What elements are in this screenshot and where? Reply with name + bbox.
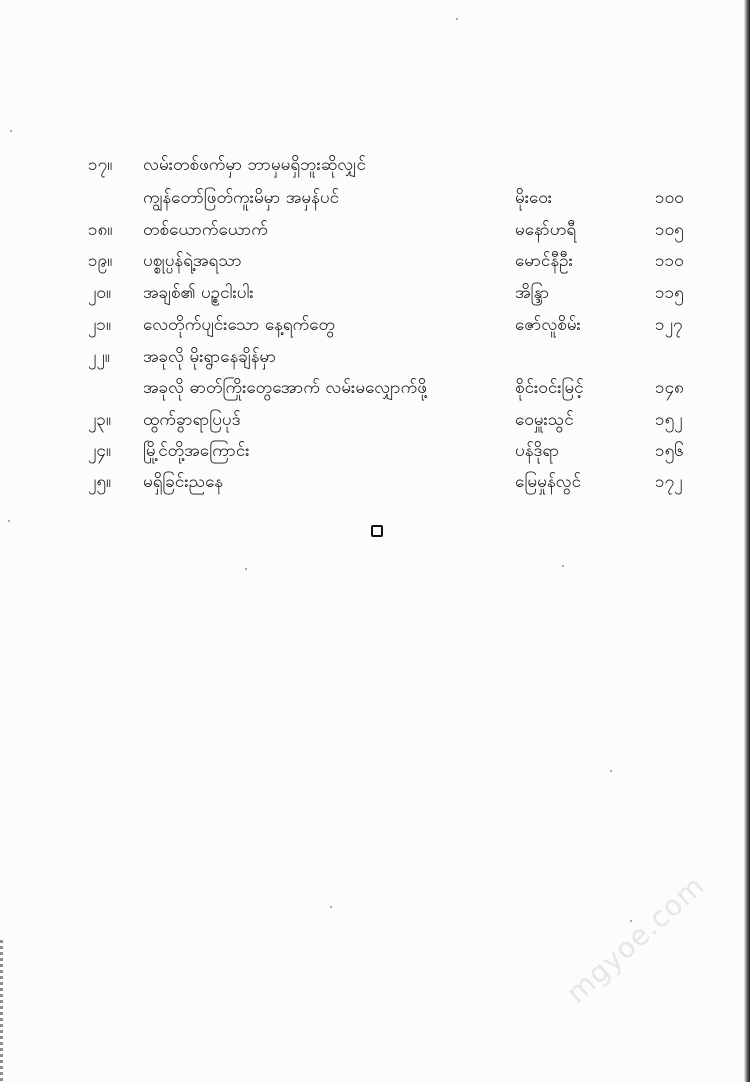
entry-page-number: ၁၀၅ [655, 220, 684, 240]
toc-entry [0, 467, 750, 497]
entry-title: မရှိခြင်းညနေ [143, 472, 224, 492]
entry-number: ၂၅။ [88, 472, 112, 492]
entry-author: မနော်ဟရီ [515, 220, 577, 240]
toc-entry [0, 373, 750, 403]
toc-entry [0, 246, 750, 276]
entry-number: ၁၈။ [88, 220, 113, 240]
entry-number: ၂၂။ [88, 347, 110, 367]
entry-title: ပစ္စုပ္ပန်ရဲ့အရသာ [143, 251, 242, 271]
entry-title: အခုလို မိုးရွာနေချိန်မှာ [143, 347, 277, 367]
entry-author: အိန္ဒြာ [515, 283, 550, 303]
entry-title: အချစ်၏ ပဥ္စငါးပါး [143, 283, 254, 303]
entry-page-number: ၁၅၆ [655, 441, 684, 461]
entry-page-number: ၁၄၈ [655, 378, 684, 398]
entry-title: မြို့င်တို့အကြောင်း [143, 441, 250, 461]
entry-page-number: ၁၅၂ [655, 410, 683, 430]
toc-entry [0, 150, 750, 180]
entry-number: ၂၃။ [88, 410, 112, 430]
entry-author: စိုင်းဝင်းမြင့် [515, 378, 584, 398]
entry-author: ပန်ဒိုရာ [515, 441, 560, 461]
entry-title: ကျွန်တော်ဖြတ်ကူးမိမှာ အမှန်ပင် [143, 188, 340, 208]
entry-author: မိုးဝေး [515, 188, 553, 208]
entry-title: လေတိုက်ပျင်းသော နေ့ရက်တွေ [143, 315, 336, 335]
entry-author: မြေမှုန်လွင် [515, 472, 582, 492]
entry-page-number: ၁၇၂ [655, 472, 683, 492]
entry-number: ၁၉။ [88, 251, 113, 271]
entry-title: လမ်းတစ်ဖက်မှာ ဘာမှမရှိဘူးဆိုလျှင် [143, 155, 366, 175]
toc-entry [0, 215, 750, 245]
entry-page-number: ၁၀၀ [655, 188, 684, 208]
toc-entry [0, 183, 750, 213]
entry-author: ဇော်လူစိမ်း [515, 315, 581, 335]
entry-page-number: ၁၁၅ [655, 283, 684, 303]
square-outline-icon [371, 525, 383, 537]
toc-entry [0, 342, 750, 372]
entry-title: ထွက်ခွာရာပြပုဒ် [143, 410, 241, 430]
entry-number: ၂၄။ [88, 441, 112, 461]
entry-title: တစ်ယောက်ယောက် [143, 220, 268, 240]
entry-title: အခုလို ဓာတ်ကြိုးတွေအောက် လမ်းမလျှောက်ဖို့ [143, 378, 427, 398]
entry-number: ၁၇။ [88, 155, 113, 175]
entry-number: ၂၀။ [88, 283, 112, 303]
watermark: mgyoe.com [560, 868, 712, 1010]
toc-entry [0, 278, 750, 308]
toc-entry [0, 310, 750, 340]
entry-number: ၂၁။ [88, 315, 112, 335]
entry-page-number: ၁၁၀ [655, 251, 684, 271]
entry-page-number: ၁၂၇ [655, 315, 683, 335]
entry-author: ဝေမှူးသွင် [515, 410, 574, 430]
toc-entry [0, 436, 750, 466]
toc-entry [0, 405, 750, 435]
entry-author: မောင်နီဦး [515, 251, 573, 271]
